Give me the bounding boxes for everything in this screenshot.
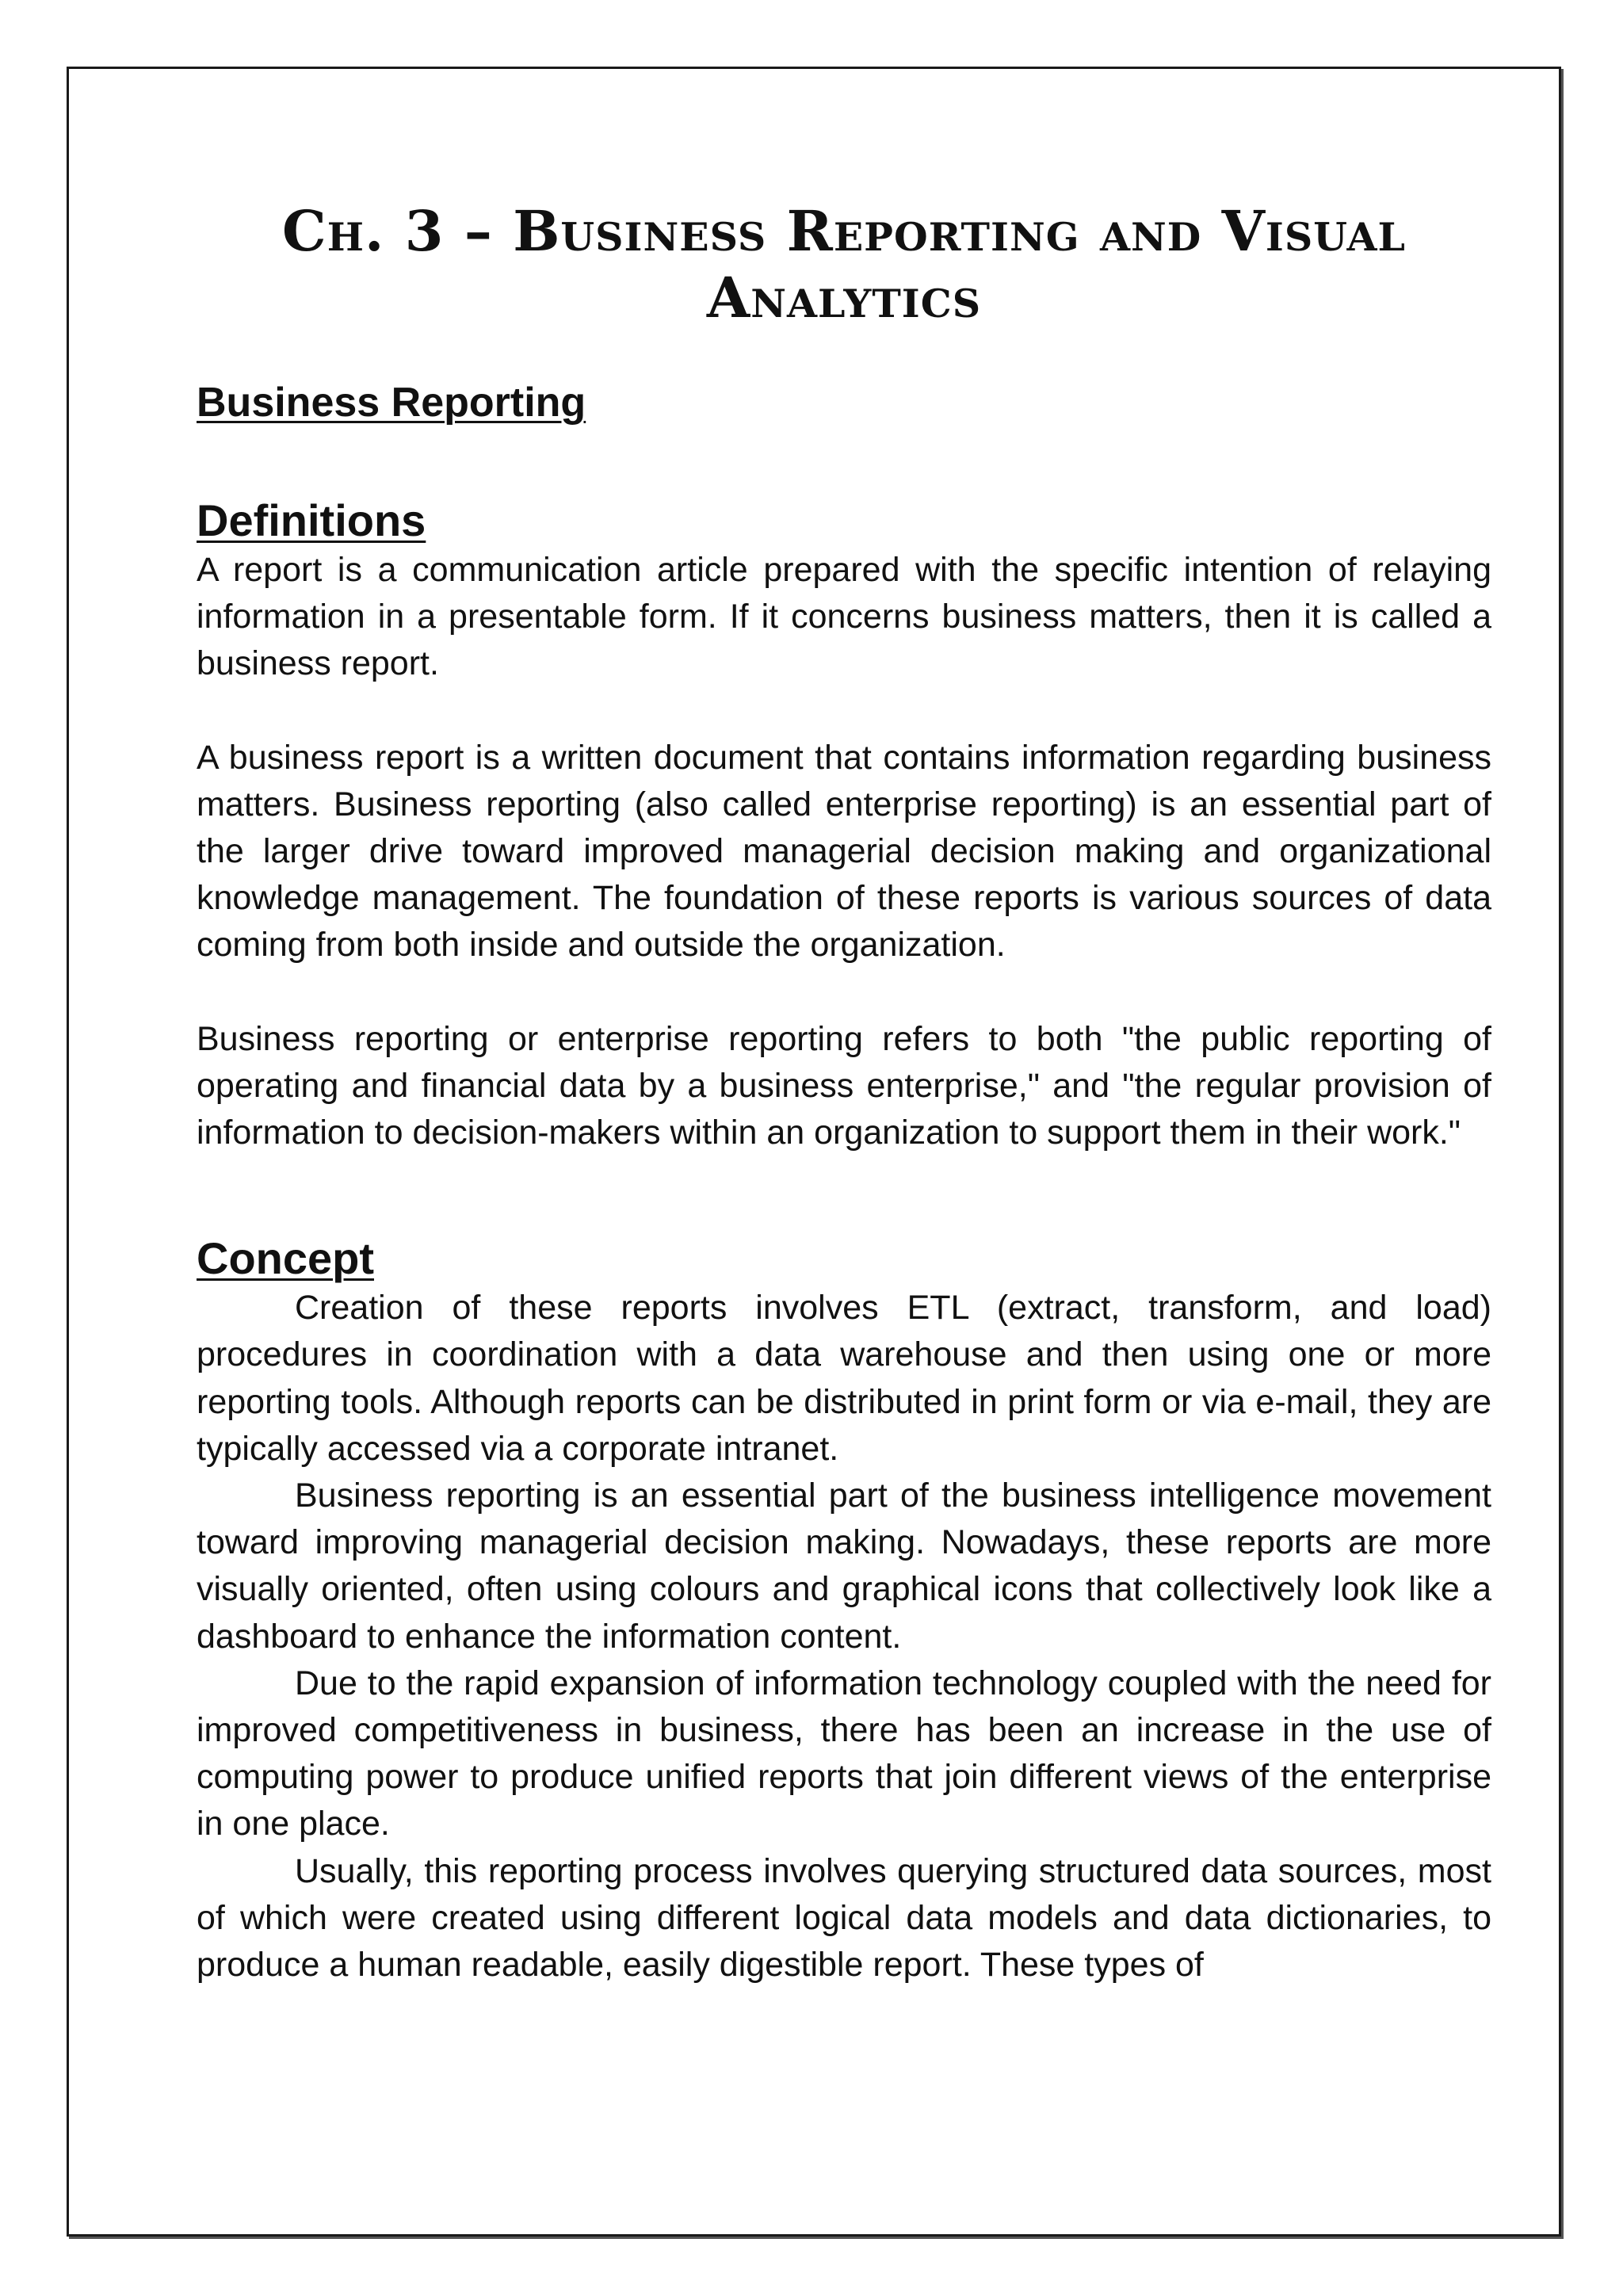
concept-paragraph: Creation of these reports involves ETL (extract, transform, and load) procedures in coordination with a data warehouse and then using one or more reporting tools. Although reports can be distributed in print form or via e-mail, they are typically accessed via a corporate intranet. xyxy=(197,1289,1491,1468)
chapter-title: Ch. 3 – Business Reporting and Visual Analytics xyxy=(282,198,1406,330)
definitions-paragraph: A business report is a written document that contains information regarding business matters. Business reporting (also called enterprise reporting) is an essential part of the larger drive toward improved managerial decision making and organizational knowledge management. The foundation of these reports is various sources of data coming from both inside and outside the organization. xyxy=(197,738,1491,965)
concept-paragraph: Business reporting is an essential part of the business intelligence movement toward improving managerial decision making. Nowadays, these reports are more visually oriented, often using colours and graphical icons that collectively look like a dashboard to enhance the information content. xyxy=(197,1477,1491,1656)
definitions-paragraph: A report is a communication article prepared with the specific intention of relaying information in a presentable form. If it concerns business matters, then it is called a business report. xyxy=(197,551,1491,683)
section-heading-business-reporting: Business Reporting xyxy=(197,380,586,426)
concept-paragraph: Usually, this reporting process involves querying structured data sources, most of which were created using different logical data models and data dictionaries, to produce a human readable, easily digestible report. These types of xyxy=(197,1851,1491,1985)
document-body xyxy=(197,198,1491,1988)
section-heading-definitions: Definitions xyxy=(197,495,426,545)
definitions-paragraph: Business reporting or enterprise reporting refers to both "the public reporting of operating and financial data by a business enterprise," and "the regular provision of information to decision-makers within an organization to support them in their work." xyxy=(197,1019,1491,1152)
section-heading-concept: Concept xyxy=(197,1233,374,1284)
concept-paragraph: Due to the rapid expansion of information technology coupled with the need for improved competitiveness in business, there has been an increase in the use of computing power to produce unified reports that join different views of the enterprise in one place. xyxy=(197,1664,1491,1843)
